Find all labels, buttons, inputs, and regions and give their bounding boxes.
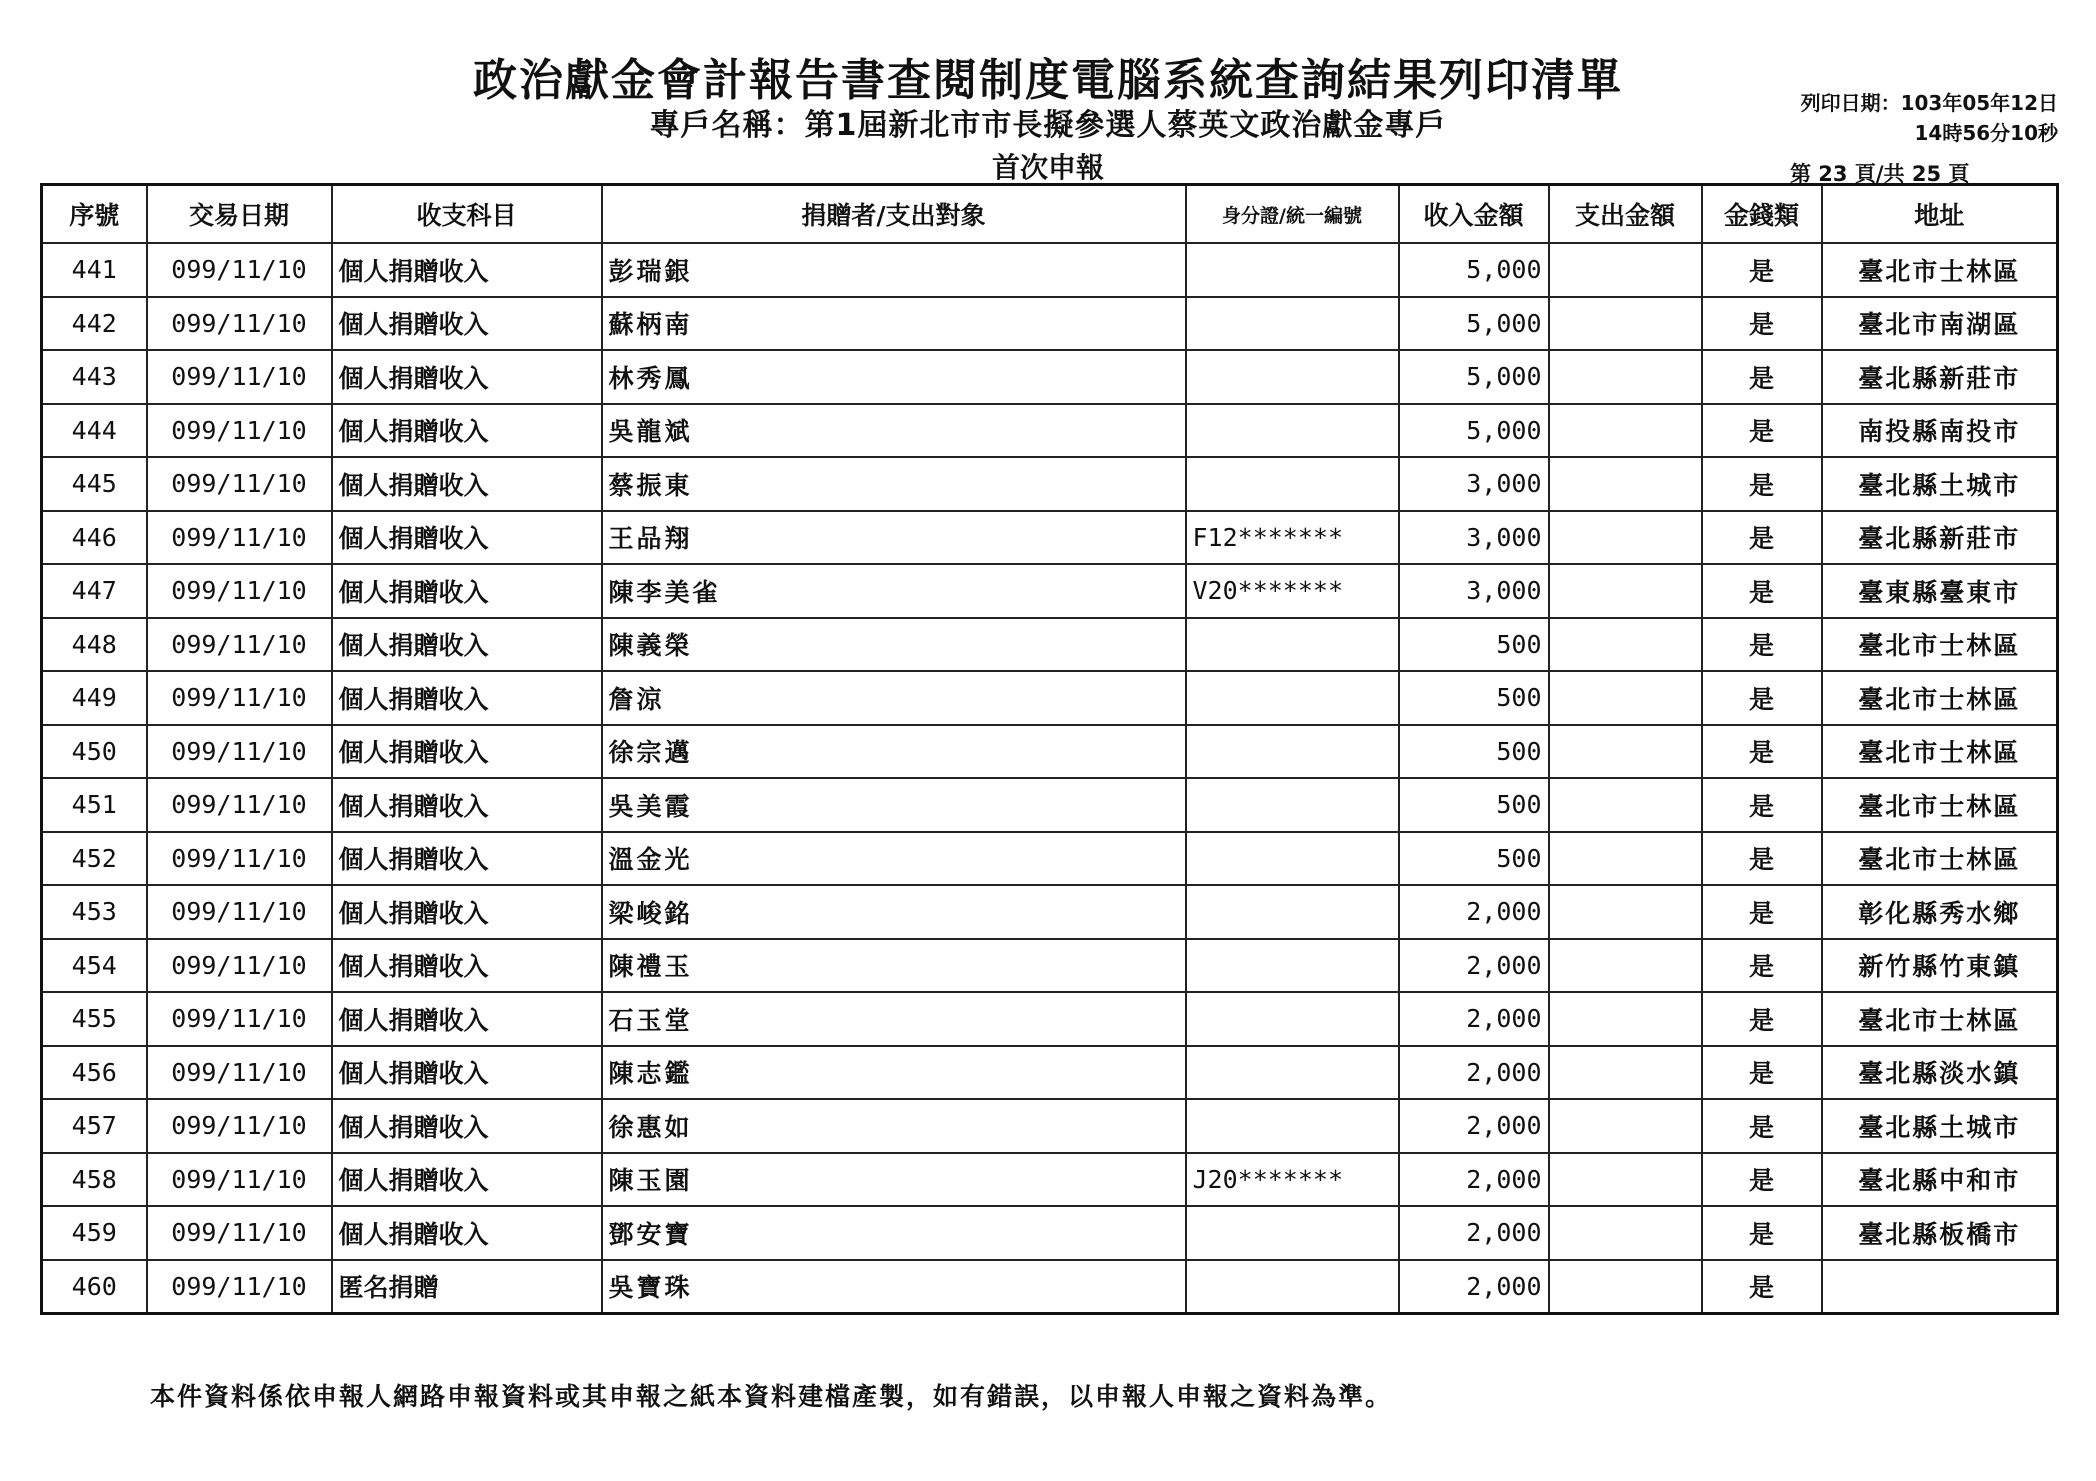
print-date: [1801, 88, 2058, 148]
cell-party: 陳禮玉: [602, 939, 1186, 993]
cell-subject: 個人捐贈收入: [332, 511, 602, 565]
cell-cash: 是: [1702, 243, 1822, 297]
cell-cash: 是: [1702, 778, 1822, 832]
ledger-table: [40, 183, 2059, 1315]
cell-expense: [1549, 1046, 1702, 1100]
cell-address: 臺北縣淡水鎮: [1822, 1046, 2058, 1100]
cell-expense: [1549, 832, 1702, 886]
cell-cash: 是: [1702, 671, 1822, 725]
cell-income: 3,000: [1399, 511, 1549, 565]
cell-date: 099/11/10: [147, 992, 332, 1046]
cell-serial: 447: [42, 564, 147, 618]
cell-cash: 是: [1702, 725, 1822, 779]
cell-subject: 個人捐贈收入: [332, 297, 602, 351]
cell-expense: [1549, 671, 1702, 725]
cell-party: 吳美霞: [602, 778, 1186, 832]
cell-id: [1186, 350, 1399, 404]
cell-id: J20*******: [1186, 1153, 1399, 1207]
cell-serial: 444: [42, 404, 147, 458]
cell-party: 鄧安寶: [602, 1206, 1186, 1260]
table-row: [42, 243, 2058, 297]
cell-subject: 個人捐贈收入: [332, 1046, 602, 1100]
cell-id: [1186, 939, 1399, 993]
cell-expense: [1549, 404, 1702, 458]
cell-serial: 458: [42, 1153, 147, 1207]
cell-id: [1186, 1099, 1399, 1153]
col-header-party: 捐贈者/支出對象: [602, 185, 1186, 244]
cell-subject: 個人捐贈收入: [332, 832, 602, 886]
cell-date: 099/11/10: [147, 618, 332, 672]
cell-serial: 454: [42, 939, 147, 993]
cell-cash: 是: [1702, 885, 1822, 939]
cell-date: 099/11/10: [147, 1099, 332, 1153]
cell-subject: 個人捐贈收入: [332, 350, 602, 404]
cell-date: 099/11/10: [147, 1153, 332, 1207]
cell-date: 099/11/10: [147, 243, 332, 297]
cell-cash: 是: [1702, 832, 1822, 886]
table-row: [42, 564, 2058, 618]
cell-cash: 是: [1702, 564, 1822, 618]
cell-expense: [1549, 457, 1702, 511]
cell-expense: [1549, 297, 1702, 351]
cell-cash: 是: [1702, 1206, 1822, 1260]
cell-expense: [1549, 725, 1702, 779]
cell-subject: 個人捐贈收入: [332, 1206, 602, 1260]
cell-address: 新竹縣竹東鎮: [1822, 939, 2058, 993]
cell-serial: 450: [42, 725, 147, 779]
cell-serial: 451: [42, 778, 147, 832]
cell-address: 南投縣南投市: [1822, 404, 2058, 458]
cell-serial: 456: [42, 1046, 147, 1100]
cell-party: 吳寶珠: [602, 1260, 1186, 1314]
cell-address: 臺北縣新莊市: [1822, 511, 2058, 565]
cell-party: 陳志鑑: [602, 1046, 1186, 1100]
cell-address: 臺北縣土城市: [1822, 1099, 2058, 1153]
cell-id: [1186, 243, 1399, 297]
cell-address: 臺北市士林區: [1822, 618, 2058, 672]
cell-expense: [1549, 1153, 1702, 1207]
cell-party: 詹涼: [602, 671, 1186, 725]
cell-party: 梁峻銘: [602, 885, 1186, 939]
col-header-cash: 金錢類: [1702, 185, 1822, 244]
cell-party: 吳龍斌: [602, 404, 1186, 458]
cell-serial: 448: [42, 618, 147, 672]
col-header-address: 地址: [1822, 185, 2058, 244]
cell-cash: 是: [1702, 404, 1822, 458]
cell-income: 2,000: [1399, 1153, 1549, 1207]
table-row: [42, 618, 2058, 672]
cell-income: 3,000: [1399, 564, 1549, 618]
cell-subject: 個人捐贈收入: [332, 885, 602, 939]
cell-serial: 445: [42, 457, 147, 511]
cell-id: [1186, 1206, 1399, 1260]
cell-date: 099/11/10: [147, 885, 332, 939]
cell-income: 2,000: [1399, 885, 1549, 939]
cell-expense: [1549, 939, 1702, 993]
cell-serial: 449: [42, 671, 147, 725]
table-row: [42, 1099, 2058, 1153]
cell-expense: [1549, 885, 1702, 939]
cell-serial: 442: [42, 297, 147, 351]
cell-id: [1186, 1260, 1399, 1314]
cell-income: 5,000: [1399, 297, 1549, 351]
cell-address: 臺北市士林區: [1822, 671, 2058, 725]
cell-address: 臺北縣新莊市: [1822, 350, 2058, 404]
table-row: [42, 297, 2058, 351]
table-row: [42, 725, 2058, 779]
table-row: [42, 832, 2058, 886]
cell-subject: 個人捐贈收入: [332, 1099, 602, 1153]
cell-income: 2,000: [1399, 1206, 1549, 1260]
cell-income: 5,000: [1399, 243, 1549, 297]
cell-id: [1186, 671, 1399, 725]
cell-serial: 455: [42, 992, 147, 1046]
cell-address: 臺北縣中和市: [1822, 1153, 2058, 1207]
cell-income: 500: [1399, 778, 1549, 832]
table-row: [42, 1260, 2058, 1314]
cell-date: 099/11/10: [147, 725, 332, 779]
cell-income: 2,000: [1399, 939, 1549, 993]
table-row: [42, 1046, 2058, 1100]
cell-subject: 個人捐贈收入: [332, 564, 602, 618]
print-date-line2: 14時56分10秒: [1914, 121, 2058, 145]
cell-date: 099/11/10: [147, 778, 332, 832]
cell-party: 林秀鳳: [602, 350, 1186, 404]
table-row: [42, 671, 2058, 725]
cell-serial: 452: [42, 832, 147, 886]
cell-party: 溫金光: [602, 832, 1186, 886]
header-row: [42, 185, 2058, 244]
cell-address: 臺北市南湖區: [1822, 297, 2058, 351]
cell-id: [1186, 404, 1399, 458]
cell-date: 099/11/10: [147, 832, 332, 886]
cell-income: 500: [1399, 618, 1549, 672]
cell-subject: 個人捐贈收入: [332, 1153, 602, 1207]
cell-subject: 個人捐贈收入: [332, 992, 602, 1046]
cell-serial: 443: [42, 350, 147, 404]
table-row: [42, 404, 2058, 458]
cell-party: 徐惠如: [602, 1099, 1186, 1153]
cell-cash: 是: [1702, 939, 1822, 993]
cell-id: [1186, 618, 1399, 672]
cell-party: 陳義榮: [602, 618, 1186, 672]
cell-address: 臺東縣臺東市: [1822, 564, 2058, 618]
cell-serial: 457: [42, 1099, 147, 1153]
table-row: [42, 1206, 2058, 1260]
footer-note: 本件資料係依申報人網路申報資料或其申報之紙本資料建檔產製，如有錯誤，以申報人申報之資料為準。: [150, 1382, 1393, 1411]
cell-address: 彰化縣秀水鄉: [1822, 885, 2058, 939]
cell-serial: 441: [42, 243, 147, 297]
cell-cash: 是: [1702, 1099, 1822, 1153]
cell-address: 臺北市士林區: [1822, 243, 2058, 297]
cell-serial: 459: [42, 1206, 147, 1260]
account-name: 專戶名稱：第1屆新北市市長擬參選人蔡英文政治獻金專戶: [649, 108, 1447, 143]
cell-party: 彭瑞銀: [602, 243, 1186, 297]
cell-income: 500: [1399, 725, 1549, 779]
cell-expense: [1549, 618, 1702, 672]
cell-serial: 446: [42, 511, 147, 565]
cell-date: 099/11/10: [147, 350, 332, 404]
print-date-line1: 列印日期：103年05年12日: [1800, 91, 2058, 115]
cell-date: 099/11/10: [147, 511, 332, 565]
cell-subject: 匿名捐贈: [332, 1260, 602, 1314]
cell-cash: 是: [1702, 457, 1822, 511]
cell-date: 099/11/10: [147, 1046, 332, 1100]
cell-address: 臺北市士林區: [1822, 992, 2058, 1046]
cell-id: [1186, 778, 1399, 832]
col-header-date: 交易日期: [147, 185, 332, 244]
cell-address: 臺北市士林區: [1822, 725, 2058, 779]
table-row: [42, 885, 2058, 939]
cell-cash: 是: [1702, 618, 1822, 672]
cell-income: 2,000: [1399, 992, 1549, 1046]
cell-party: 徐宗邁: [602, 725, 1186, 779]
cell-subject: 個人捐贈收入: [332, 671, 602, 725]
cell-date: 099/11/10: [147, 297, 332, 351]
cell-party: 陳李美雀: [602, 564, 1186, 618]
table-row: [42, 939, 2058, 993]
cell-id: [1186, 992, 1399, 1046]
table-row: [42, 778, 2058, 832]
cell-subject: 個人捐贈收入: [332, 457, 602, 511]
cell-party: 陳玉園: [602, 1153, 1186, 1207]
cell-expense: [1549, 1099, 1702, 1153]
cell-cash: 是: [1702, 992, 1822, 1046]
cell-cash: 是: [1702, 1046, 1822, 1100]
cell-address: 臺北市士林區: [1822, 832, 2058, 886]
cell-address: 臺北市士林區: [1822, 778, 2058, 832]
table-row: [42, 511, 2058, 565]
table-row: [42, 350, 2058, 404]
cell-address: [1822, 1260, 2058, 1314]
cell-expense: [1549, 992, 1702, 1046]
cell-expense: [1549, 778, 1702, 832]
cell-expense: [1549, 1206, 1702, 1260]
cell-income: 5,000: [1399, 350, 1549, 404]
col-header-id: 身分證/統一編號: [1186, 185, 1399, 244]
ledger-body: [42, 243, 2058, 1314]
cell-income: 2,000: [1399, 1046, 1549, 1100]
cell-date: 099/11/10: [147, 939, 332, 993]
cell-income: 3,000: [1399, 457, 1549, 511]
cell-income: 5,000: [1399, 404, 1549, 458]
cell-subject: 個人捐贈收入: [332, 243, 602, 297]
cell-date: 099/11/10: [147, 1260, 332, 1314]
cell-subject: 個人捐贈收入: [332, 778, 602, 832]
cell-cash: 是: [1702, 1260, 1822, 1314]
cell-cash: 是: [1702, 511, 1822, 565]
cell-date: 099/11/10: [147, 564, 332, 618]
page-indicator: 第 23 頁/共 25 頁: [1790, 162, 1970, 186]
cell-id: [1186, 885, 1399, 939]
cell-income: 500: [1399, 671, 1549, 725]
cell-subject: 個人捐贈收入: [332, 618, 602, 672]
cell-id: [1186, 725, 1399, 779]
cell-address: 臺北縣板橋市: [1822, 1206, 2058, 1260]
cell-expense: [1549, 350, 1702, 404]
cell-id: F12*******: [1186, 511, 1399, 565]
document-title: 政治獻金會計報告書查閱制度電腦系統查詢結果列印清單: [473, 55, 1623, 106]
cell-income: 500: [1399, 832, 1549, 886]
table-row: [42, 457, 2058, 511]
cell-subject: 個人捐贈收入: [332, 725, 602, 779]
cell-income: 2,000: [1399, 1099, 1549, 1153]
cell-date: 099/11/10: [147, 1206, 332, 1260]
cell-id: [1186, 1046, 1399, 1100]
cell-address: 臺北縣土城市: [1822, 457, 2058, 511]
col-header-subject: 收支科目: [332, 185, 602, 244]
cell-date: 099/11/10: [147, 671, 332, 725]
cell-party: 王品翔: [602, 511, 1186, 565]
cell-serial: 460: [42, 1260, 147, 1314]
col-header-no: 序號: [42, 185, 147, 244]
cell-id: V20*******: [1186, 564, 1399, 618]
cell-party: 蔡振東: [602, 457, 1186, 511]
table-row: [42, 992, 2058, 1046]
cell-id: [1186, 297, 1399, 351]
cell-party: 蘇柄南: [602, 297, 1186, 351]
cell-income: 2,000: [1399, 1260, 1549, 1314]
cell-serial: 453: [42, 885, 147, 939]
cell-subject: 個人捐贈收入: [332, 939, 602, 993]
cell-id: [1186, 832, 1399, 886]
cell-cash: 是: [1702, 1153, 1822, 1207]
table-row: [42, 1153, 2058, 1207]
col-header-expense: 支出金額: [1549, 185, 1702, 244]
cell-subject: 個人捐贈收入: [332, 404, 602, 458]
col-header-income: 收入金額: [1399, 185, 1549, 244]
cell-expense: [1549, 1260, 1702, 1314]
cell-date: 099/11/10: [147, 404, 332, 458]
cell-expense: [1549, 243, 1702, 297]
cell-id: [1186, 457, 1399, 511]
cell-cash: 是: [1702, 297, 1822, 351]
cell-date: 099/11/10: [147, 457, 332, 511]
cell-party: 石玉堂: [602, 992, 1186, 1046]
filing-type: 首次申報: [991, 151, 1104, 184]
cell-cash: 是: [1702, 350, 1822, 404]
cell-expense: [1549, 564, 1702, 618]
cell-expense: [1549, 511, 1702, 565]
